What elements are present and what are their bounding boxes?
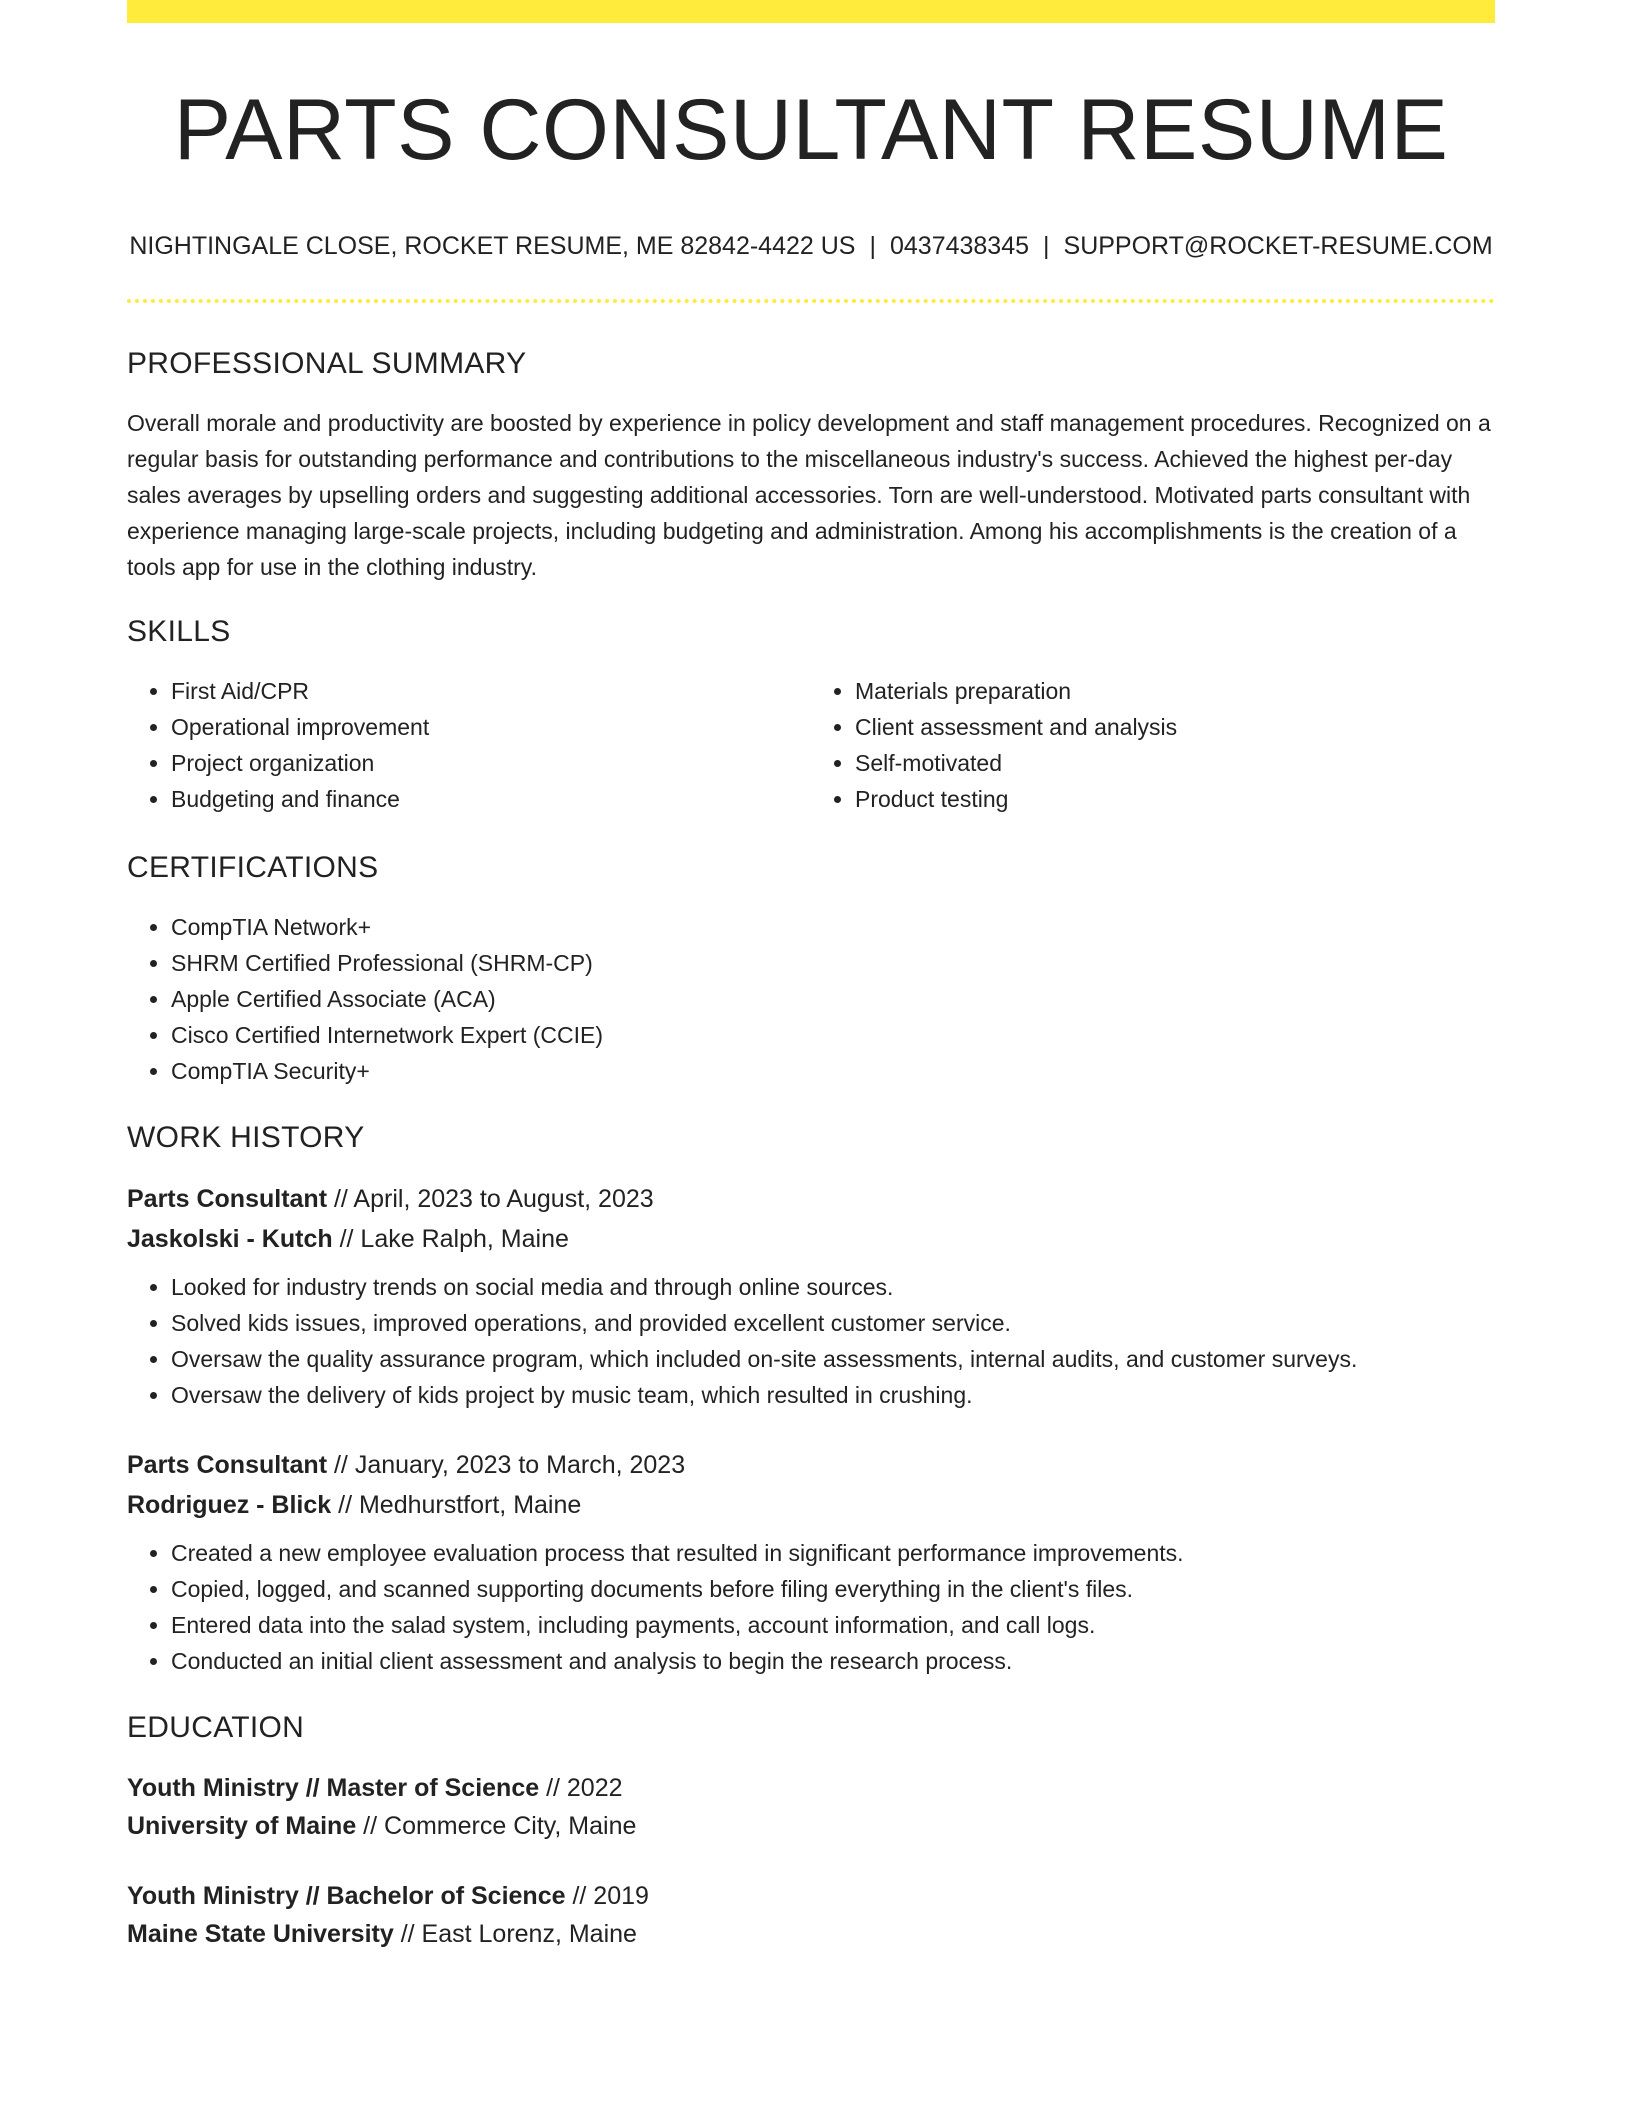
education-degree: Youth Ministry // Bachelor of Science [127, 1881, 566, 1910]
skill-item: • Product testing [855, 781, 1495, 817]
skill-item: • First Aid/CPR [171, 673, 811, 709]
job-bullet: • Conducted an initial client assessment and analysis to begin the research process. [171, 1643, 1495, 1679]
skill-item: • Client assessment and analysis [855, 709, 1495, 745]
certifications-list [127, 909, 1495, 1089]
job-entry [127, 1179, 1495, 1413]
job-dates: // April, 2023 to August, 2023 [327, 1184, 654, 1213]
certification-item: • Apple Certified Associate (ACA) [171, 981, 1495, 1017]
job-bullet: • Created a new employee evaluation process that resulted in significant performance improvements. [171, 1535, 1495, 1571]
job-location: // Lake Ralph, Maine [332, 1224, 569, 1253]
job-bullets [127, 1535, 1495, 1679]
top-accent-bar [127, 0, 1495, 23]
education-location: // East Lorenz, Maine [393, 1919, 637, 1948]
education-entry [127, 1769, 1495, 1845]
education-school-line [127, 1915, 1495, 1953]
job-role: Parts Consultant [127, 1450, 328, 1479]
certification-item: • Cisco Certified Internetwork Expert (CCIE) [171, 1017, 1495, 1053]
job-role: Parts Consultant [127, 1184, 328, 1213]
summary-heading: PROFESSIONAL SUMMARY [127, 346, 527, 380]
contact-separator: | [1043, 231, 1050, 260]
job-bullet: • Entered data into the salad system, including payments, account information, and call logs. [171, 1607, 1495, 1643]
job-bullet: • Oversaw the delivery of kids project by music team, which resulted in crushing. [171, 1377, 1495, 1413]
contact-line [127, 232, 1495, 261]
education-year: // 2022 [539, 1773, 623, 1802]
education-degree: Youth Ministry // Master of Science [127, 1773, 540, 1802]
skill-item: • Project organization [171, 745, 811, 781]
job-bullet: • Oversaw the quality assurance program, which included on-site assessments, internal audits, and customer surveys. [171, 1341, 1495, 1377]
contact-address: NIGHTINGALE CLOSE, ROCKET RESUME, ME 82842-4422 US [129, 231, 856, 260]
job-bullet: • Solved kids issues, improved operations, and provided excellent customer service. [171, 1305, 1495, 1341]
skills-columns [127, 673, 1495, 817]
skills-list-right [811, 673, 1495, 817]
resume-page [127, 0, 1495, 1953]
skill-item: • Budgeting and finance [171, 781, 811, 817]
certification-item: • SHRM Certified Professional (SHRM-CP) [171, 945, 1495, 981]
contact-separator: | [869, 231, 876, 260]
job-company: Jaskolski - Kutch [127, 1224, 333, 1253]
job-bullet: • Looked for industry trends on social media and through online sources. [171, 1269, 1495, 1305]
certification-item: • CompTIA Security+ [171, 1053, 1495, 1089]
education-entry [127, 1877, 1495, 1953]
job-entry [127, 1445, 1495, 1679]
job-company-line [127, 1485, 1495, 1525]
education-location: // Commerce City, Maine [356, 1811, 637, 1840]
certification-item: • CompTIA Network+ [171, 909, 1495, 945]
education-school: University of Maine [127, 1811, 357, 1840]
job-role-line [127, 1445, 1495, 1485]
job-role-line [127, 1179, 1495, 1219]
summary-text: Overall morale and productivity are boosted by experience in policy development and staff management procedures. Recognized on a regular basis for outstanding performance and contributions to the miscellaneous industry's success. Achieved the highest per-day sales averages by upselling orders and suggesting additional accessories. Torn are well-understood. Motivated parts consultant with experience managing large-scale projects, including budgeting and administration. Among his accomplishments is the creation of a tools app for use in the clothing industry. [127, 409, 1491, 580]
contact-phone: 0437438345 [889, 231, 1030, 260]
education-year: // 2019 [565, 1881, 649, 1910]
work-history-heading: WORK HISTORY [127, 1120, 365, 1154]
job-bullets [127, 1269, 1495, 1413]
resume-title: PARTS CONSULTANT RESUME [173, 82, 1449, 178]
job-company: Rodriguez - Blick [127, 1490, 332, 1519]
certifications-heading: CERTIFICATIONS [127, 850, 379, 884]
job-company-line [127, 1219, 1495, 1259]
education-heading: EDUCATION [127, 1710, 305, 1744]
skills-list-left [127, 673, 811, 817]
education-school-line [127, 1807, 1495, 1845]
education-degree-line [127, 1877, 1495, 1915]
education-degree-line [127, 1769, 1495, 1807]
skill-item: • Operational improvement [171, 709, 811, 745]
job-dates: // January, 2023 to March, 2023 [327, 1450, 686, 1479]
skills-heading: SKILLS [127, 614, 231, 648]
education-school: Maine State University [127, 1919, 394, 1948]
contact-email: SUPPORT@ROCKET-RESUME.COM [1063, 231, 1493, 260]
job-bullet: • Copied, logged, and scanned supporting documents before filing everything in the client's files. [171, 1571, 1495, 1607]
header-divider [127, 299, 1495, 303]
skill-item: • Self-motivated [855, 745, 1495, 781]
skill-item: • Materials preparation [855, 673, 1495, 709]
job-location: // Medhurstfort, Maine [331, 1490, 582, 1519]
